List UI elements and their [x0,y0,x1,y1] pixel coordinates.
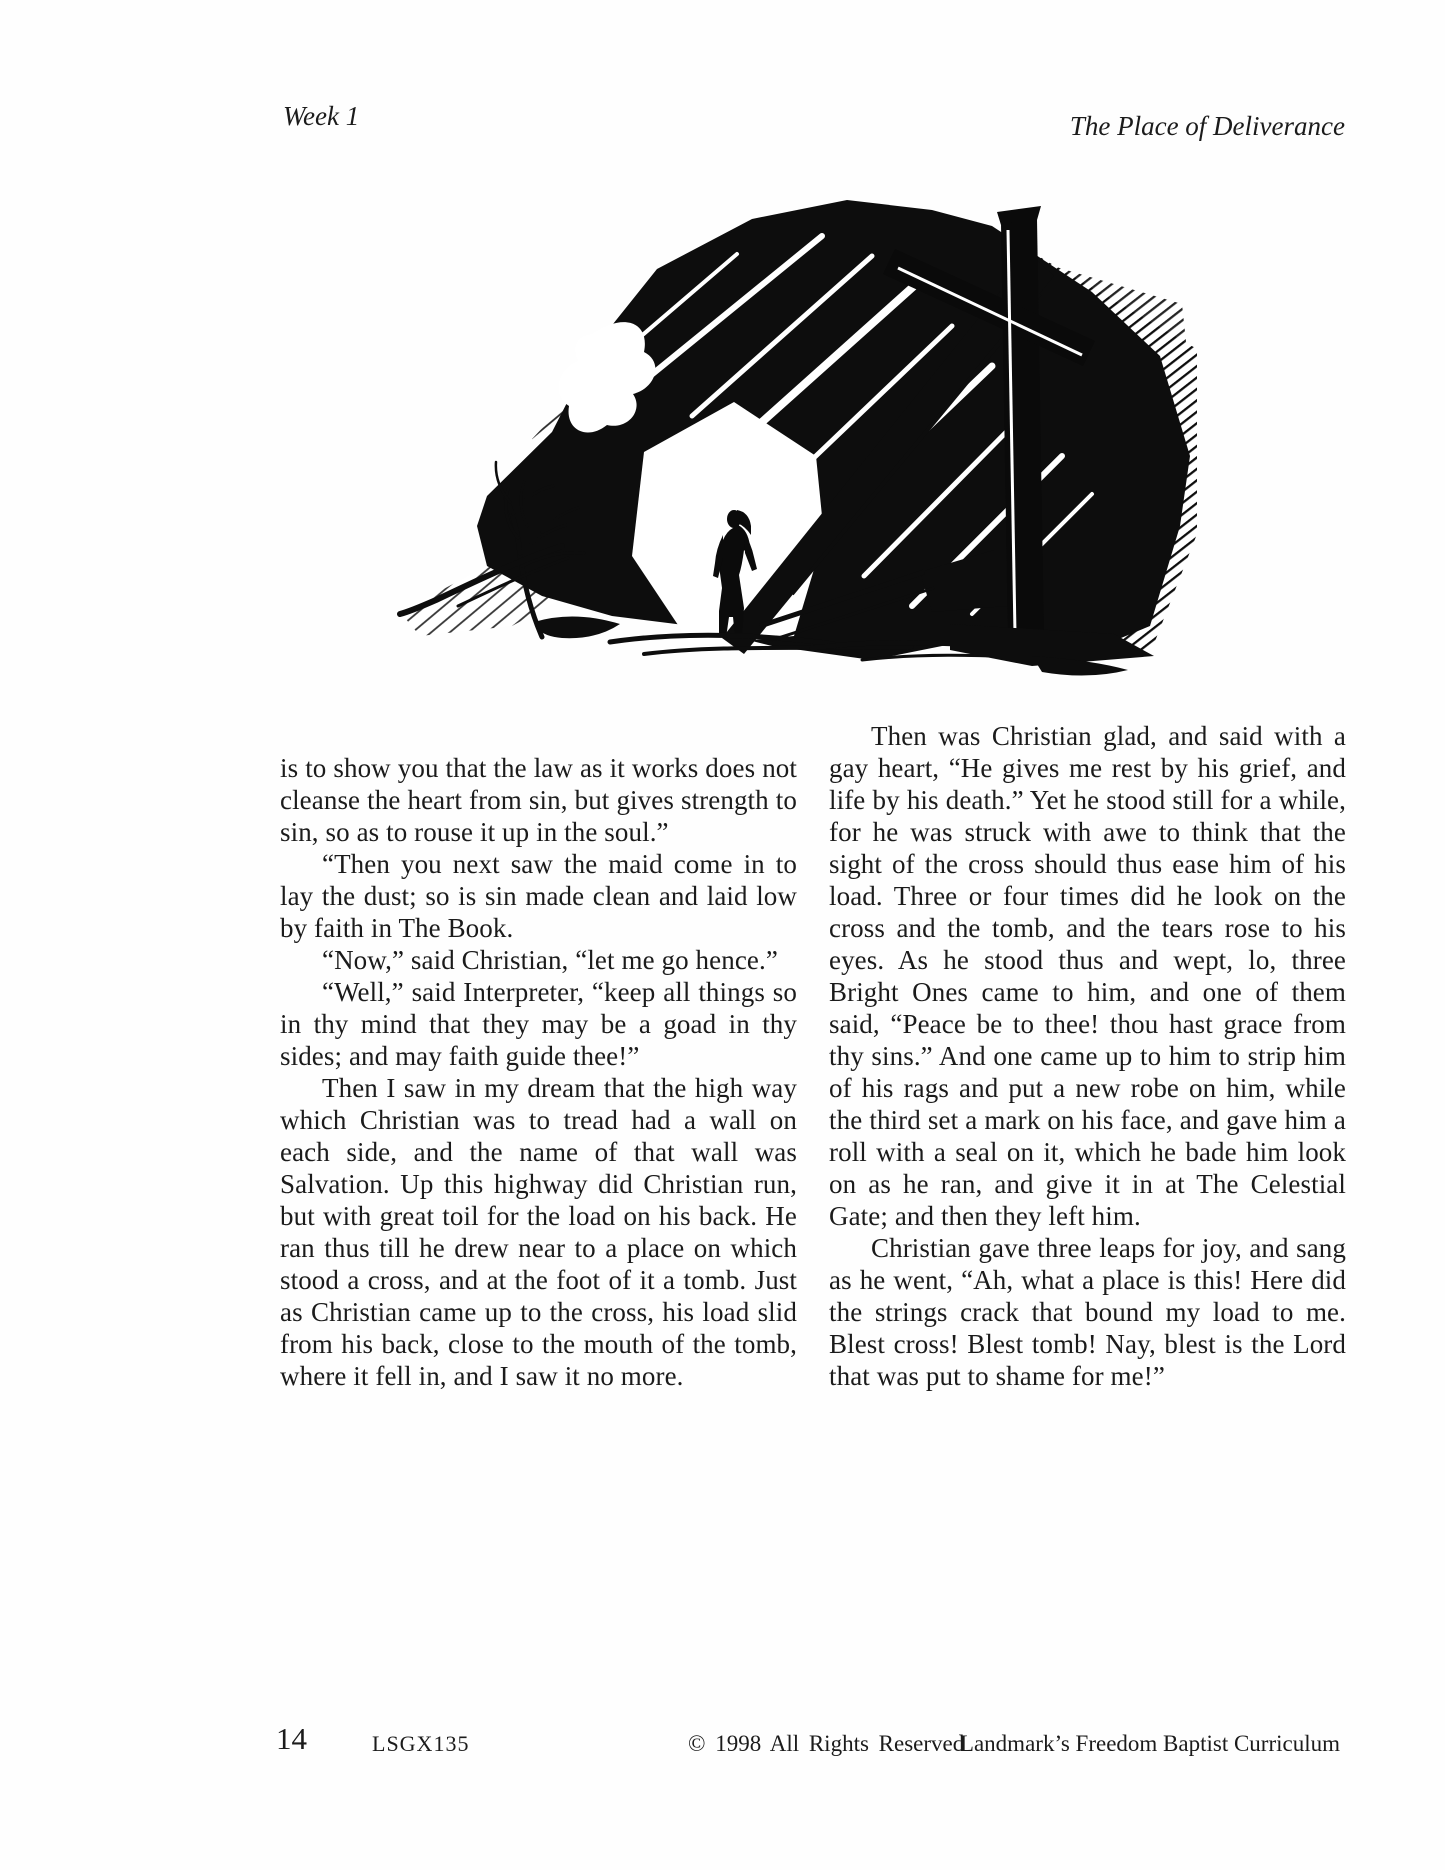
footer-page-number: 14 [276,1721,307,1756]
body-column-right [829,720,1346,1392]
header-week-label: Week 1 [283,101,360,131]
body-paragraph: is to show you that the law as it works does not cleanse the heart from sin, but gives strength to sin, so as to rouse it up in the soul.” [280,753,797,847]
body-column-left [280,752,797,1392]
body-paragraph: Then was Christian glad, and said with a gay heart, “He gives me rest by his grief, and life by his death.” Yet he stood still for a while, for he was struck with awe to think that the sight of the cross should thus ease him of his load. Three or four times did he look on the cross and the tomb, and the tears rose to his eyes. As he stood thus and wept, lo, three Bright Ones came to him, and one of them said, “Peace be to thee! thou hast grace from thy sins.” And one came up to him to strip him of his rags and put a new robe on him, while the third set a mark on his face, and gave him a roll with a seal on it, which he bade him look on as he ran, and give it in at The Celestial Gate; and then they left him. [829,721,1346,1231]
header-title: The Place of Deliverance [1069,111,1345,141]
body-paragraph: “Now,” said Christian, “let me go hence.” [322,945,778,975]
footer-publisher: Landmark’s Freedom Baptist Curriculum [959,1731,1340,1756]
cross-illustration [392,194,1202,686]
body-paragraph: Then I saw in my dream that the high way which Christian was to tread had a wall on each side, and the name of that wall was Salvation. Up this highway did Christian run, but with great toil for the load on his back. He ran thus till he drew near to a place on which stood a cross, and at the foot of it a tomb. Just as Christian came up to the cross, his load slid from his back, close to the mouth of the tomb, where it fell in, and I saw it no more. [280,1073,797,1391]
footer-copyright: © 1998 All Rights Reserved [688,1731,965,1756]
footer-course-code: LSGX135 [372,1731,470,1756]
body-paragraph: “Well,” said Interpreter, “keep all things so in thy mind that they may be a goad in thy sides; and may faith guide thee!” [280,977,797,1071]
body-paragraph: Christian gave three leaps for joy, and sang as he went, “Ah, what a place is this! Here did the strings crack that bound my load to me. Blest cross! Blest tomb! Nay, blest is the Lord that was put to shame for me!” [829,1233,1346,1391]
body-paragraph: “Then you next saw the maid come in to lay the dust; so is sin made clean and laid low by faith in The Book. [280,849,797,943]
cross-illustration-svg [392,194,1202,686]
